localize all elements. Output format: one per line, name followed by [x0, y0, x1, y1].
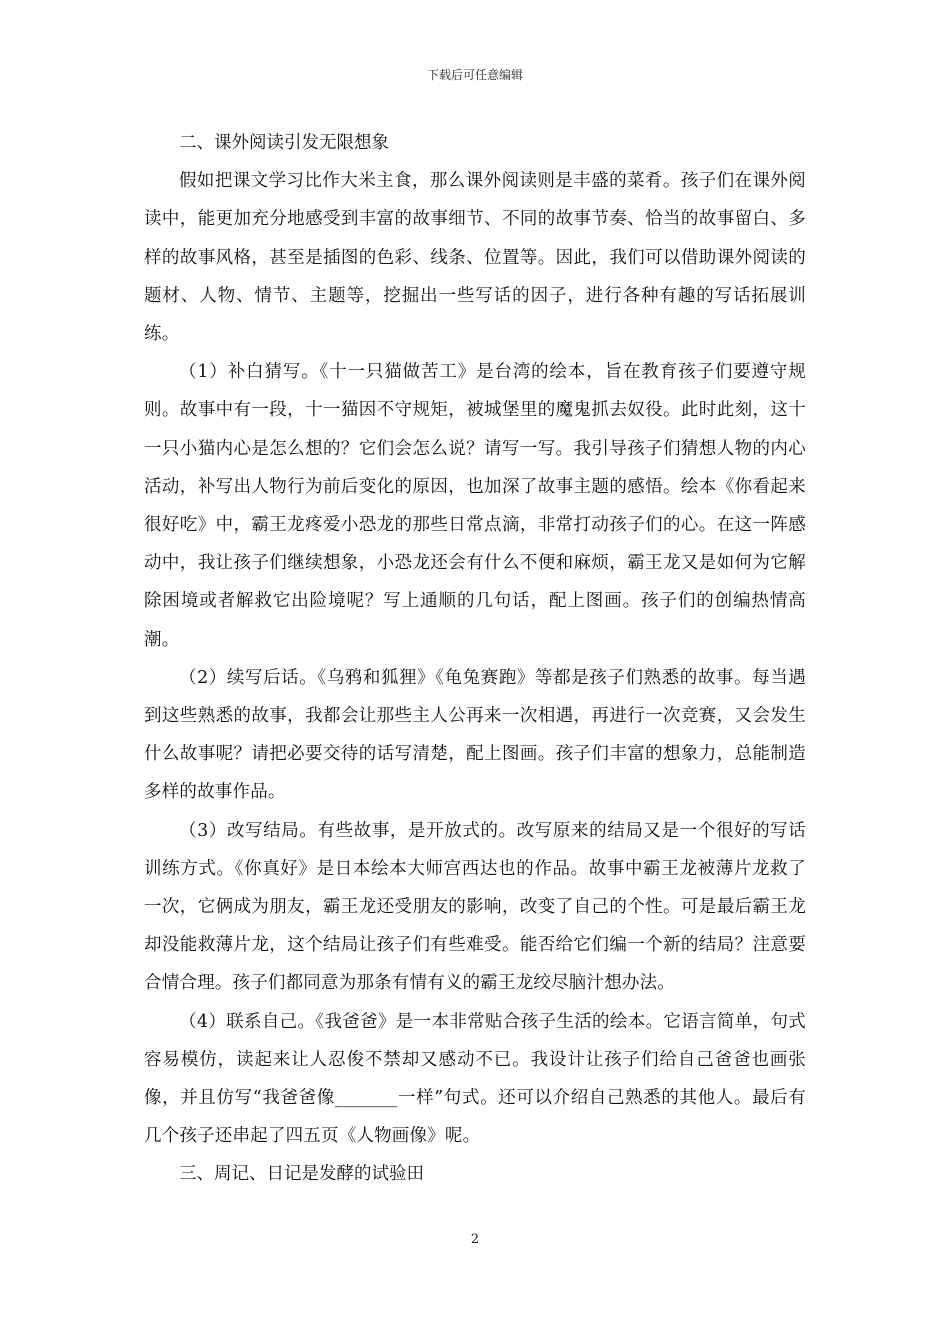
paragraph-item-3: （3）改写结局。有些故事，是开放式的。改写原来的结局又是一个很好的写话训练方式。《你真好》是日本绘本大师宫西达也的作品。故事中霸王龙被薄片龙救了一次，它俩成为朋友，霸王龙还受朋友的影响，改变了自己的个性。可是最后霸王龙却没能救薄片龙，这个结局让孩子们有些难受。能否给它们编一个新的结局？注意要合情合理。孩子们都同意为那条有情有义的霸王龙绞尽脑汁想办法。	[144, 820, 806, 994]
section-heading-3: 三、周记、日记是发酵的试验田	[179, 1164, 424, 1185]
paragraph-item-2: （2）续写后话。《乌鸦和狐狸》《龟兔赛跑》等都是孩子们熟悉的故事。每当遇到这些熟悉的故事，我都会让那些主人公再来一次相遇，再进行一次竞赛，又会发生什么故事呢？请把必要交待的话写清楚，配上图画。孩子们丰富的想象力，总能制造多样的故事作品。	[144, 667, 806, 803]
page-header-note: 下载后可任意编辑	[426, 68, 523, 82]
document-body	[144, 124, 806, 1194]
intro-paragraph: 假如把课文学习比作大米主食，那么课外阅读则是丰盛的菜肴。孩子们在课外阅读中，能更加充分地感受到丰富的故事细节、不同的故事节奏、恰当的故事留白、多样的故事风格，甚至是插图的色彩、线条、位置等。因此，我们可以借助课外阅读的题材、人物、情节、主题等，挖掘出一些写话的因子，进行各种有趣的写话拓展训练。	[144, 171, 806, 345]
section-heading-2: 二、课外阅读引发无限想象	[179, 133, 389, 153]
paragraph-item-1: （1）补白猜写。《十一只猫做苦工》是台湾的绘本，旨在教育孩子们要遵守规则。故事中有一段，十一猫因不守规矩，被城堡里的魔鬼抓去奴役。此时此刻，这十一只小猫内心是怎么想的？它们会怎么说？请写一写。我引导孩子们猜想人物的内心活动，补写出人物行为前后变化的原因，也加深了故事主题的感悟。绘本《你看起来很好吃》中，霸王龙疼爱小恐龙的那些日常点滴，非常打动孩子们的心。在这一阵感动中，我让孩子们继续想象，小恐龙还会有什么不便和麻烦，霸王龙又是如何为它解除困境或者解救它出险境呢？写上通顺的几句话，配上图画。孩子们的创编热情高潮。	[144, 362, 806, 650]
paragraph-item-4: （4）联系自己。《我爸爸》是一本非常贴合孩子生活的绘本。它语言简单，句式容易模仿，读起来让人忍俊不禁却又感动不已。我设计让孩子们给自己爸爸也画张像，并且仿写“我爸爸像_______一样”句式。还可以介绍自己熟悉的其他人。最后有几个孩子还串起了四五页《人物画像》呢。	[144, 1011, 806, 1147]
page-number: 2	[470, 1232, 480, 1247]
